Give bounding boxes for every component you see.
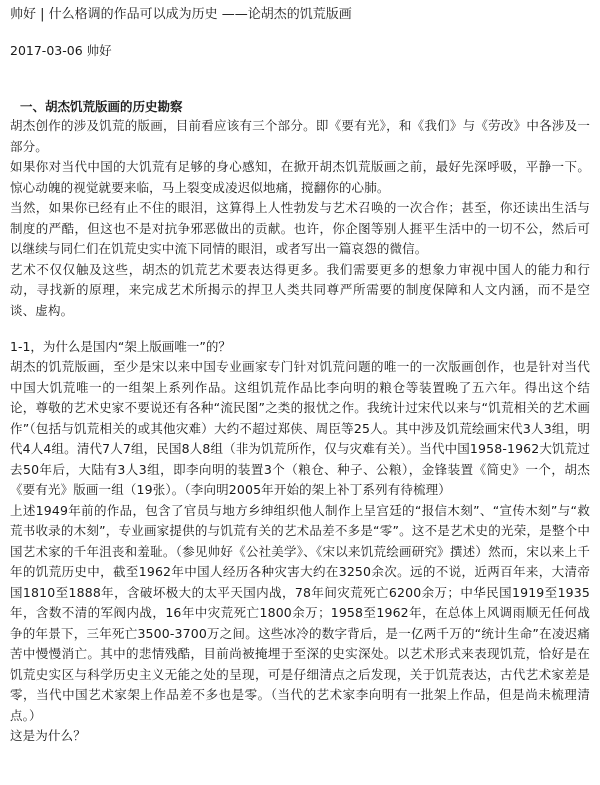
section-heading: 一、胡杰饥荒版画的历史勘察 xyxy=(20,99,183,114)
paragraph-intro: 胡杰创作的涉及饥荒的版画，目前看应该有三个部分。即《要有光》，和《我们》与《劳改》中各涉及一部分。 xyxy=(10,118,590,154)
paragraph-famine-feeling: 如果你对当代中国的大饥荒有足够的身心感知，在掀开胡杰饥荒版画之前，最好先深呼吸，平静一下。惊心动魄的视觉就要来临，马上裂变成凌迟似地痛，搅翻你的心肺。 xyxy=(10,159,590,195)
paragraph-art-beyond: 艺术不仅仅触及这些，胡杰的饥荒艺术要表达得更多。我们需要更多的想象力审视中国人的能力和行动，寻找新的原理，来完成艺术所揭示的捍卫人类共同尊严所需要的制度保障和人文内涵，而不是空谈、虚构。 xyxy=(10,261,590,318)
article-title: 帅好 | 什么格调的作品可以成为历史 ——论胡杰的饥荒版画 xyxy=(10,7,352,22)
paragraph-pre-1949: 上述1949年前的作品，包含了官员与地方乡绅组织他人制作上呈宫廷的“报信木刻”、“宣传木刻”与“救荒书收录的木刻”，专业画家提供的与饥荒有关的艺术品差不多是“零”。这不是艺术史的光荣，是整个中国艺术家的千年沮丧和羞耻。（参见帅好《公社美学》、《宋以来饥荒绘画研究》撰述）然而，宋以来上千年的饥荒历史中，截至1962年中国人经历各种灾害大约在3250余次。远的不说，近两百年来，大清帝国1810至1888年，含破坏极大的太平天国内战，78年间灾荒死亡6200余万；中华民国1919至1935年，含数不清的军阀内战，16年中灾荒死亡1800余万；1958至1962年，在总体上风调雨顺无任何战争的年景下，三年死亡3500-3700万之间。这些冰冷的数字背后，是一亿两千万的“统计生命”在凌迟痛苦中慢慢消亡。其中的悲情残酷，目前尚被掩埋于至深的史实深处。以艺术形式来表现饥荒，恰好是在饥荒史实区与科学历史主义无能之处的呈现，可是仔细清点之后发现，关于饥荒表达，古代艺术家差是零，当代中国艺术家架上作品差不多也是零。（当代的艺术家李向明有一批架上作品，但是尚未梳理清点。） xyxy=(10,502,590,723)
subsection-heading: 1-1，为什么是国内“架上版画唯一”的？ xyxy=(10,339,231,354)
paragraph-hu-jie-prints: 胡杰的饥荒版画，至少是宋以来中国专业画家专门针对饥荒问题的唯一的一次版画创作，也是针对当代中国大饥荒唯一的一组架上系列作品。这组饥荒作品比李向明的粮仓等装置晚了五六年。得出这个结论，尊敬的艺术史家不要说还有各种“流民图”之类的报忧之作。我统计过宋代以来与“饥荒相关的艺术画作”（包括与饥荒相关的或其他灾难）大约不超过郑侠、周臣等25人。其中涉及饥荒绘画宋代3人3组，明代4人4组。清代7人7组，民国8人8组（非为饥荒所作，仅与灾难有关）。当代中国1958-1962大饥荒过去50年后，大陆有3人3组，即李向明的装置3个（粮仓、种子、公粮），金锋装置《简史》一个，胡杰《要有光》版画一组（19张）。（李向明2005年开始的架上补丁系列有待梳理） xyxy=(10,359,590,497)
paragraph-tears: 当然，如果你已经有止不住的眼泪，这算得上人性勃发与艺术召唤的一次合作；甚至，你还读出生活与制度的严酷，但这也不是对抗争邪恶做出的贡献。也许，你企图等别人捱平生活中的一切不公，然后可以继续与同仁们在饥荒史实中流下同情的眼泪，或者写出一篇哀怨的微信。 xyxy=(10,200,590,256)
article-date-author: 2017-03-06 帅好 xyxy=(10,43,112,58)
paragraph-closing-question: 这是为什么？ xyxy=(10,728,86,743)
